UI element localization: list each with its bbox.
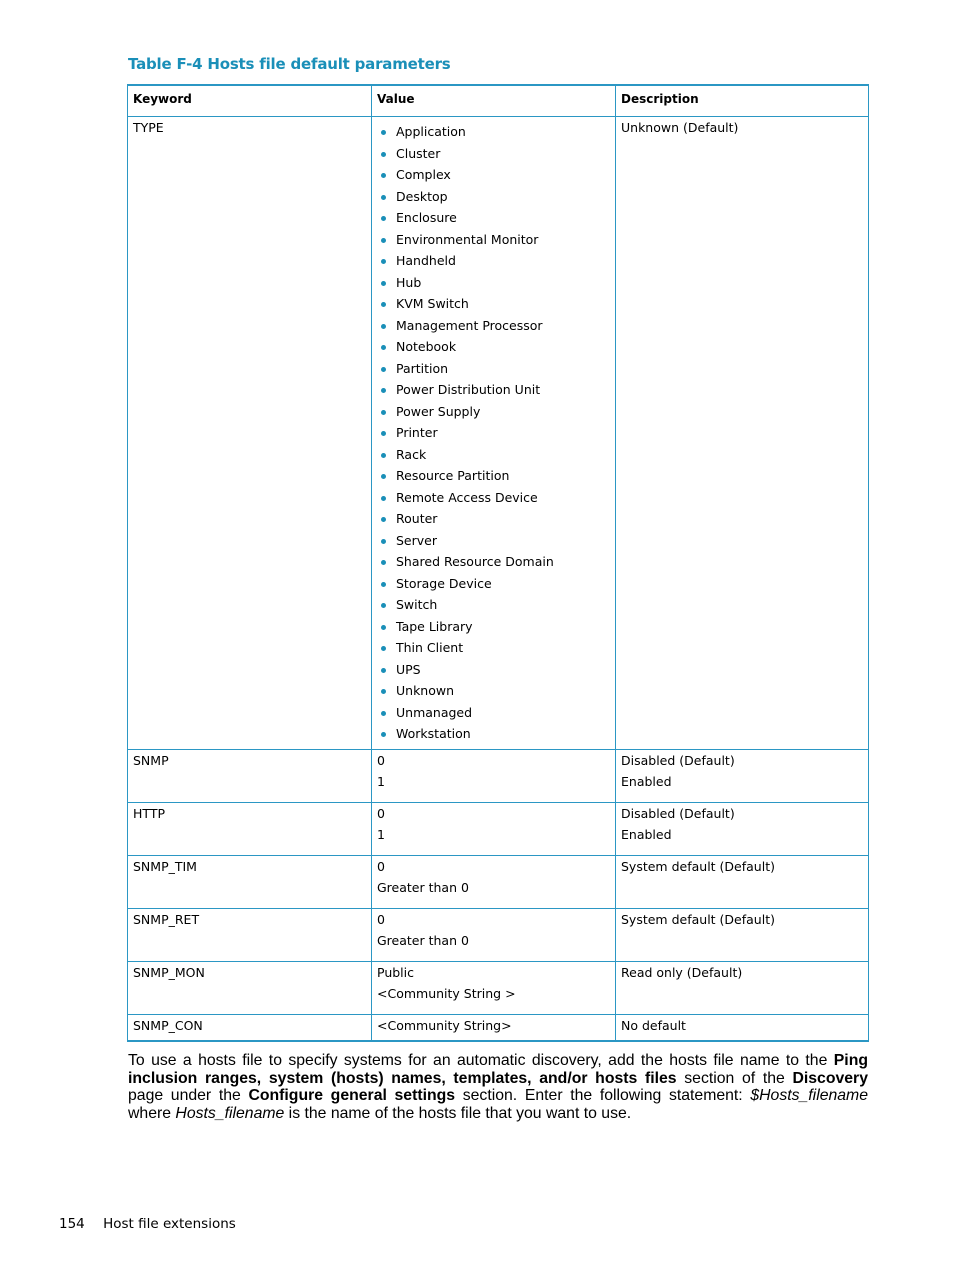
keyword-cell: SNMP xyxy=(128,749,372,802)
keyword-cell: TYPE xyxy=(128,117,372,750)
type-list-item xyxy=(377,573,610,595)
table-row xyxy=(128,749,869,802)
header-description: Description xyxy=(616,85,869,117)
bullet-icon xyxy=(381,453,386,458)
type-list-item xyxy=(377,702,610,724)
value-line: 0 xyxy=(377,858,385,874)
type-list-label: Switch xyxy=(396,597,438,612)
type-list-item xyxy=(377,358,610,380)
value-line: 0 xyxy=(377,911,385,927)
header-keyword: Keyword xyxy=(128,85,372,117)
type-list-label: Environmental Monitor xyxy=(396,231,539,247)
value-line: Greater than 0 xyxy=(377,880,469,895)
type-list-label: Complex xyxy=(396,167,451,182)
bullet-icon xyxy=(381,474,386,479)
type-list-item xyxy=(377,659,610,681)
table-row xyxy=(128,1014,869,1041)
bullet-icon xyxy=(381,345,386,350)
bullet-icon xyxy=(381,539,386,544)
value-line: 0 xyxy=(377,805,385,821)
type-list-label: Thin Client xyxy=(396,640,464,655)
type-list-item xyxy=(377,422,610,444)
value-cell xyxy=(372,802,616,855)
type-list-item xyxy=(377,680,610,702)
bullet-icon xyxy=(381,238,386,243)
type-list-label: Desktop xyxy=(396,188,448,204)
value-line: <Community String > xyxy=(377,986,516,1001)
type-list-label: KVM Switch xyxy=(396,296,469,311)
description-line: System default (Default) xyxy=(621,858,775,874)
bullet-icon xyxy=(381,195,386,200)
description-line: Enabled xyxy=(621,774,672,789)
type-list-item xyxy=(377,272,610,294)
value-line: 1 xyxy=(377,827,385,842)
table-row xyxy=(128,802,869,855)
bullet-icon xyxy=(381,517,386,522)
bullet-icon xyxy=(381,689,386,694)
bullet-icon xyxy=(381,281,386,286)
bullet-icon xyxy=(381,130,386,135)
para-italic-statement: $Hosts_filename xyxy=(750,1087,869,1104)
type-list-item xyxy=(377,250,610,272)
bullet-icon xyxy=(381,496,386,501)
description-line: Read only (Default) xyxy=(621,964,743,980)
para-text: where xyxy=(128,1104,176,1122)
bullet-icon xyxy=(381,603,386,608)
type-list-label: Management Processor xyxy=(396,317,543,333)
page-number: 154 xyxy=(59,1216,85,1232)
type-list-item xyxy=(377,336,610,358)
para-text: page under the xyxy=(128,1087,249,1104)
bullet-icon xyxy=(381,152,386,157)
type-list-label: Notebook xyxy=(396,339,457,354)
value-line: 0 xyxy=(377,752,385,768)
bullet-icon xyxy=(381,410,386,415)
type-list-item xyxy=(377,401,610,423)
value-cell xyxy=(372,749,616,802)
value-cell xyxy=(372,117,616,750)
type-list-label: Resource Partition xyxy=(396,468,510,483)
table-row xyxy=(128,961,869,1014)
type-list-item xyxy=(377,551,610,573)
type-list-label: Workstation xyxy=(396,726,471,741)
para-text: is the name of the hosts file that you want to use. xyxy=(284,1104,632,1122)
value-cell xyxy=(372,908,616,961)
para-text: To use a hosts file to specify systems for an automatic discovery, add the hosts file name to the xyxy=(128,1052,834,1069)
description-line: Enabled xyxy=(621,827,672,842)
bullet-icon xyxy=(381,302,386,307)
value-cell xyxy=(372,1014,616,1041)
bullet-icon xyxy=(381,367,386,372)
type-list-label: Handheld xyxy=(396,253,456,268)
bullet-icon xyxy=(381,732,386,737)
description-cell xyxy=(616,1014,869,1041)
bullet-icon xyxy=(381,646,386,651)
type-list-item xyxy=(377,637,610,659)
para-text: section of the xyxy=(676,1069,793,1087)
type-list-item xyxy=(377,379,610,401)
value-line: Public xyxy=(377,964,414,980)
type-list-label: Storage Device xyxy=(396,575,492,591)
bullet-icon xyxy=(381,388,386,393)
table-title: Table F-4 Hosts file default parameters xyxy=(128,55,451,73)
type-list-label: Rack xyxy=(396,446,427,462)
page-footer xyxy=(59,1216,236,1232)
type-list-item xyxy=(377,293,610,315)
description-cell xyxy=(616,908,869,961)
bullet-icon xyxy=(381,431,386,436)
type-list-item xyxy=(377,594,610,616)
value-line: Greater than 0 xyxy=(377,933,469,948)
table-row-type xyxy=(128,117,869,750)
type-list-item xyxy=(377,530,610,552)
type-list-item xyxy=(377,444,610,466)
type-list-label: Unknown xyxy=(396,683,455,698)
keyword-cell: SNMP_RET xyxy=(128,908,372,961)
parameters-table xyxy=(127,84,869,1042)
type-list-label: Remote Access Device xyxy=(396,489,538,505)
type-list-label: Cluster xyxy=(396,145,441,161)
type-list-label: Server xyxy=(396,532,437,548)
type-list-item xyxy=(377,465,610,487)
type-list-item xyxy=(377,616,610,638)
description-cell xyxy=(616,855,869,908)
table-header-row xyxy=(128,85,869,117)
description-cell xyxy=(616,749,869,802)
para-bold-ping-ranges: Ping inclusion ranges, system (hosts) names, templates, and/or hosts files xyxy=(128,1052,868,1087)
description-line: No default xyxy=(621,1017,686,1033)
type-list-item xyxy=(377,723,610,745)
value-cell xyxy=(372,855,616,908)
type-list-label: Power Distribution Unit xyxy=(396,382,541,397)
type-list-label: Tape Library xyxy=(396,618,473,634)
instructions-paragraph xyxy=(128,1052,868,1122)
table-row xyxy=(128,855,869,908)
type-list-label: Unmanaged xyxy=(396,704,473,720)
type-list-item xyxy=(377,487,610,509)
type-list-item xyxy=(377,207,610,229)
keyword-cell: SNMP_CON xyxy=(128,1014,372,1041)
type-list-label: Shared Resource Domain xyxy=(396,554,554,569)
type-list-item xyxy=(377,164,610,186)
description-cell xyxy=(616,961,869,1014)
type-list-item xyxy=(377,186,610,208)
type-list-label: Hub xyxy=(396,274,422,290)
type-list-label: Router xyxy=(396,511,438,526)
type-list-label: Application xyxy=(396,124,466,139)
description-line: System default (Default) xyxy=(621,911,775,927)
type-list-item xyxy=(377,315,610,337)
bullet-icon xyxy=(381,173,386,178)
para-italic-filename: Hosts_filename xyxy=(175,1104,285,1122)
type-list-label: UPS xyxy=(396,661,421,677)
para-text: section. Enter the following statement: xyxy=(455,1087,751,1104)
type-list-label: Printer xyxy=(396,425,438,440)
keyword-cell: SNMP_MON xyxy=(128,961,372,1014)
type-list-label: Power Supply xyxy=(396,403,481,419)
table-row xyxy=(128,908,869,961)
type-values-list xyxy=(377,121,610,745)
bullet-icon xyxy=(381,216,386,221)
description-cell: Unknown (Default) xyxy=(616,117,869,750)
bullet-icon xyxy=(381,560,386,565)
type-list-label: Enclosure xyxy=(396,210,457,225)
description-cell xyxy=(616,802,869,855)
type-list-item xyxy=(377,508,610,530)
footer-section-title: Host file extensions xyxy=(103,1216,236,1232)
description-line: Disabled (Default) xyxy=(621,805,735,821)
value-cell xyxy=(372,961,616,1014)
keyword-cell: SNMP_TIM xyxy=(128,855,372,908)
bullet-icon xyxy=(381,711,386,716)
bullet-icon xyxy=(381,582,386,587)
value-line: <Community String> xyxy=(377,1017,512,1033)
type-list-item xyxy=(377,229,610,251)
para-bold-discovery: Discovery xyxy=(792,1069,868,1087)
type-list-item xyxy=(377,121,610,143)
type-list-item xyxy=(377,143,610,165)
header-value: Value xyxy=(372,85,616,117)
value-line: 1 xyxy=(377,774,385,789)
bullet-icon xyxy=(381,324,386,329)
bullet-icon xyxy=(381,625,386,630)
type-list-label: Partition xyxy=(396,360,449,376)
keyword-cell: HTTP xyxy=(128,802,372,855)
bullet-icon xyxy=(381,668,386,673)
bullet-icon xyxy=(381,259,386,264)
para-bold-configure-settings: Configure general settings xyxy=(248,1087,456,1104)
description-line: Disabled (Default) xyxy=(621,752,735,768)
